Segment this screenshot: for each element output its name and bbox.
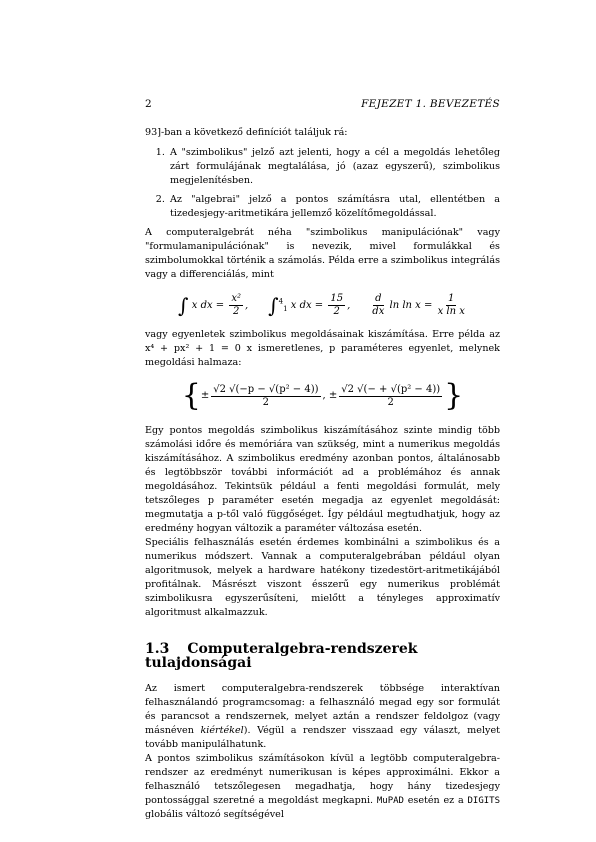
fraction: $\frac{\text{x²}}{2}$ — [231, 292, 242, 317]
definition-item: 1. A "szimbolikus" jelző azt jelenti, hogy a cél a megoldás lehetőleg zárt formulájának megtalálása, jó (azaz egyszerű), szimbolikus megjelenítésben. — [168, 146, 500, 188]
paragraph: A computeralgebrát néha "szimbolikus manipulációnak" vagy "formulamanipulációnak" is nevezik, mivel formulákkal és szimbolumokkal történik a számolás. Példa erre a szimbolikus integrálás vagy a differenciálás, mint — [145, 227, 500, 280]
definition-item: 2. Az "algebrai" jelző a pontos számításra utal, ellentétben a tizedesjegy-aritmetikára jellemző közelítőmegoldással. — [168, 193, 500, 221]
section-title: Computeralgebra-rendszerek tulajdonságai — [145, 641, 418, 671]
integral-sign: ∫ — [178, 293, 189, 317]
equation-integral-1: ∫ x dx = $\frac{\text{x²}}{2}$ , — [178, 292, 249, 317]
fraction: $\frac{1}{\text{x ln x}}$ — [437, 292, 465, 317]
definition-list — [145, 146, 500, 221]
left-brace: { — [181, 378, 201, 413]
intro-line: 93]-ban a következő definíciót találjuk rá: — [145, 127, 348, 138]
running-header — [145, 98, 500, 112]
integral-equations — [145, 288, 500, 322]
solution-set-equation: { ± $\frac{\text{√2 √(−p − √(p² − 4))}}{2}$ , ± $\frac{\text{√2 √(− + √(p² − 4))}}{2}$ } — [181, 378, 464, 413]
fraction: $\frac{15}{2}$ — [330, 292, 344, 317]
paragraph: Az ismert computeralgebra-rendszerek többsége interaktívan felhasználandó programcsomag: a felhasználó megad egy sor formulát és parancsot a rendszernek, melyet aztán a rendszer feldolgoz (vagy másnéven kiértékel). Végül a rendszer visszaad egy választ, melyet tovább manipulálhatunk. — [145, 683, 500, 750]
right-brace: } — [444, 378, 464, 413]
paragraph: vagy egyenletek szimbolikus megoldásainak kiszámítása. Erre példa az x⁴ + px² + 1 = 0 x ismeretlenes, p paraméteres egyenlet, melynek megoldási halmaza: — [145, 329, 500, 368]
code-digits: DIGITS — [467, 796, 501, 806]
integral-sign: ∫ — [268, 293, 279, 317]
paragraph: Speciális felhasználás esetén érdemes kombinálni a szimbolikus és a numerikus módszert. Vannak a computeralgebrában például olyan algoritmusok, melyek a hardware hatékony tizedestört-aritmetikájából profitálnak. Másrészt viszont ésszerű egy numerikus problémát szimbolikusra egyszerűsíteni, mielőtt a tényleges approximatív algoritmust alkalmazzuk. — [145, 537, 500, 618]
running-title: FEJEZET 1. BEVEZETÉS — [361, 98, 500, 110]
page-body — [145, 126, 500, 822]
equation-integral-2: ∫$^4_1$ x dx = $\frac{15}{2}$ , — [268, 292, 351, 317]
fraction: $\frac{\text{√2 √(−p − √(p² − 4))}}{2}$ — [213, 383, 319, 408]
paragraph: Egy pontos megoldás szimbolikus kiszámításához szinte mindig több számolási időre és memóriára van szükség, mint a numerikus megoldás kiszámításához. A szimbolikus eredmény azonban pontos, általánosabb és legtöbbször további információt ad a problémához és annak megoldásához. Tekintsük például a fenti megoldási formulát, mely tetszőleges p paraméter esetén megadja az egyenlet megoldását: megmutatja a p-től való függőséget. Így például megtudhatjuk, hogy az eredmény hogyan változik a paraméter változása esetén. — [145, 425, 500, 534]
section-number: 1.3 — [145, 641, 170, 657]
paragraph: A pontos szimbolikus számításokon kívül a legtöbb computeralgebra-rendszer az eredményt numerikusan is képes approximálni. Ekkor a felhasználó tetszőlegesen megadhatja, hogy hány tizedesjegy pontossággal szeretné a megoldást megkapni. MuPAD esetén ez a DIGITS globális változó segítségével — [145, 753, 501, 820]
code-mupad: MuPAD — [376, 796, 404, 806]
fraction: $\frac{d}{dx}$ — [372, 292, 385, 317]
equation-derivative: $\frac{d}{dx}$ ln ln x = $\frac{1}{\text{x ln x}}$ — [372, 292, 465, 317]
page-number: 2 — [145, 98, 152, 110]
section-heading — [145, 642, 500, 670]
fraction: $\frac{\text{√2 √(− + √(p² − 4))}}{2}$ — [341, 383, 441, 408]
